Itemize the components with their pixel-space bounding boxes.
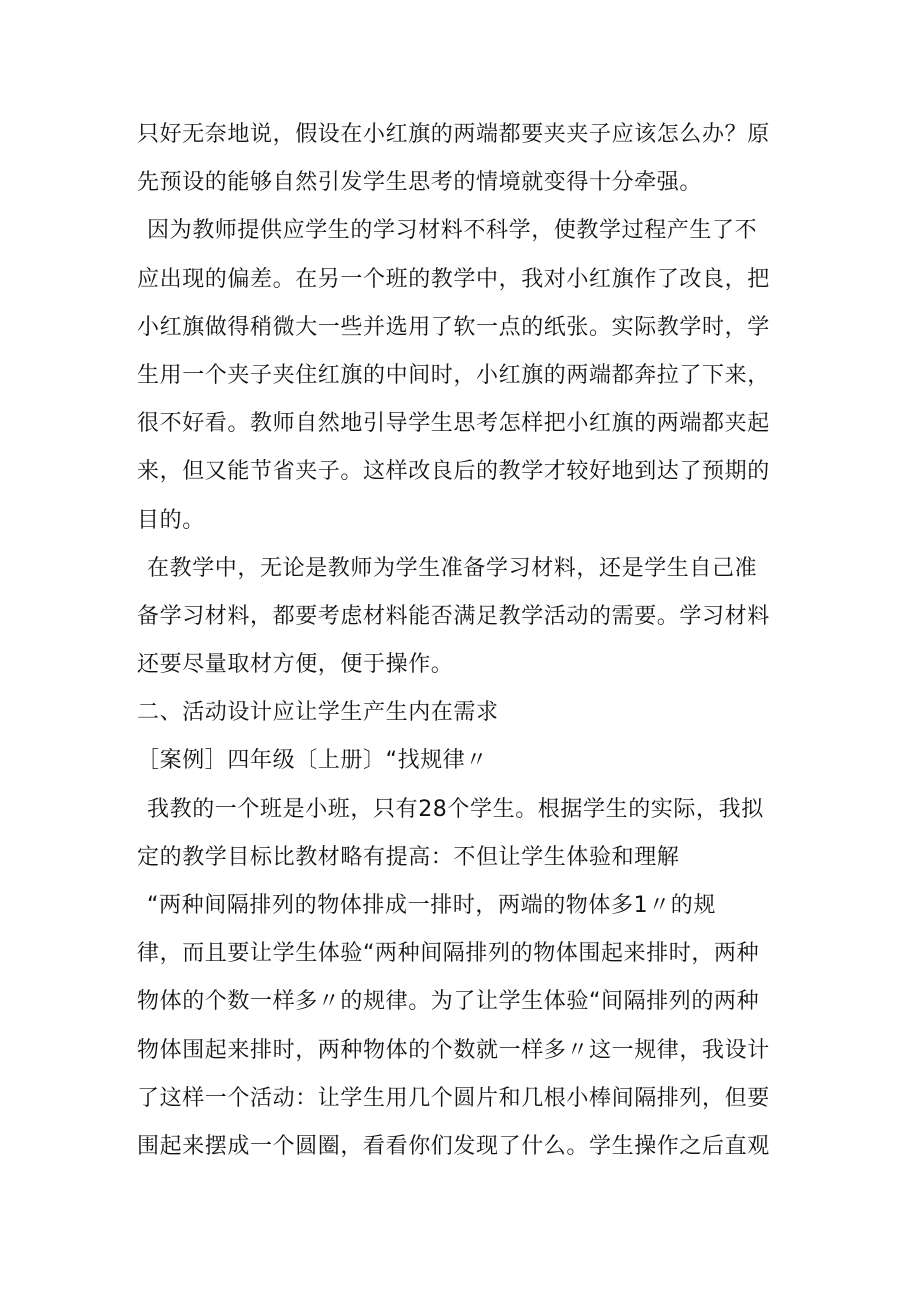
text-line: 先预设的能够自然引发学生思考的情境就变得十分牵强。 bbox=[137, 170, 703, 196]
text-line: 围起来摆成一个圆圈，看看你们发现了什么。学生操作之后直观 bbox=[137, 1133, 770, 1159]
body-text bbox=[137, 111, 797, 1171]
text-line: 物体的个数一样多〃的规律。为了让学生体验“间隔排列的两种 bbox=[137, 989, 760, 1015]
text-line: 来，但又能节省夹子。这样改良后的教学才较好地到达了预期的 bbox=[137, 459, 770, 485]
text-line: 只好无奈地说，假设在小红旗的两端都要夹夹子应该怎么办？原 bbox=[137, 122, 770, 147]
text-line: 目的。 bbox=[137, 507, 205, 533]
text-line: 物体围起来排时，两种物体的个数就一样多〃这一规律，我设计 bbox=[137, 1037, 770, 1063]
text-line: 很不好看。教师自然地引导学生思考怎样把小红旗的两端都夹起 bbox=[137, 411, 770, 437]
text-line: “两种间隔排列的物体排成一排时，两端的物体多1〃的规 bbox=[147, 893, 716, 918]
paragraph-start-line: 在教学中，无论是教师为学生准备学习材料，还是学生自己准 bbox=[147, 555, 758, 581]
text-line: 定的教学目标比教材略有提高：不但让学生体验和理解 bbox=[137, 844, 680, 870]
text-line: 应出现的偏差。在另一个班的教学中，我对小红旗作了改良，把 bbox=[137, 266, 770, 292]
text-line: 备学习材料，都要考虑材料能否满足教学活动的需要。学习材料 bbox=[137, 603, 770, 629]
paragraph-start-line: 我教的一个班是小班，只有28个学生。根据学生的实际，我拟 bbox=[147, 796, 764, 822]
text-line: 了这样一个活动：让学生用几个圆片和几根小棒间隔排列，但要 bbox=[137, 1085, 770, 1111]
case-title: ［案例］四年级〔上册〕“找规律〃 bbox=[137, 748, 488, 774]
text-line: 律，而且要让学生体验“两种间隔排列的物体围起来排时，两种 bbox=[137, 941, 760, 967]
text-line: 小红旗做得稍微大一些并选用了软一点的纸张。实际教学时，学 bbox=[137, 314, 770, 340]
paragraph-start-line: 因为教师提供应学生的学习材料不科学，使教学过程产生了不 bbox=[147, 218, 758, 244]
section-heading: 二、活动设计应让学生产生内在需求 bbox=[137, 700, 499, 726]
text-line: 还要尽量取材方便，便于操作。 bbox=[137, 652, 454, 678]
text-line: 生用一个夹子夹住红旗的中间时，小红旗的两端都奔拉了下来， bbox=[137, 362, 770, 388]
